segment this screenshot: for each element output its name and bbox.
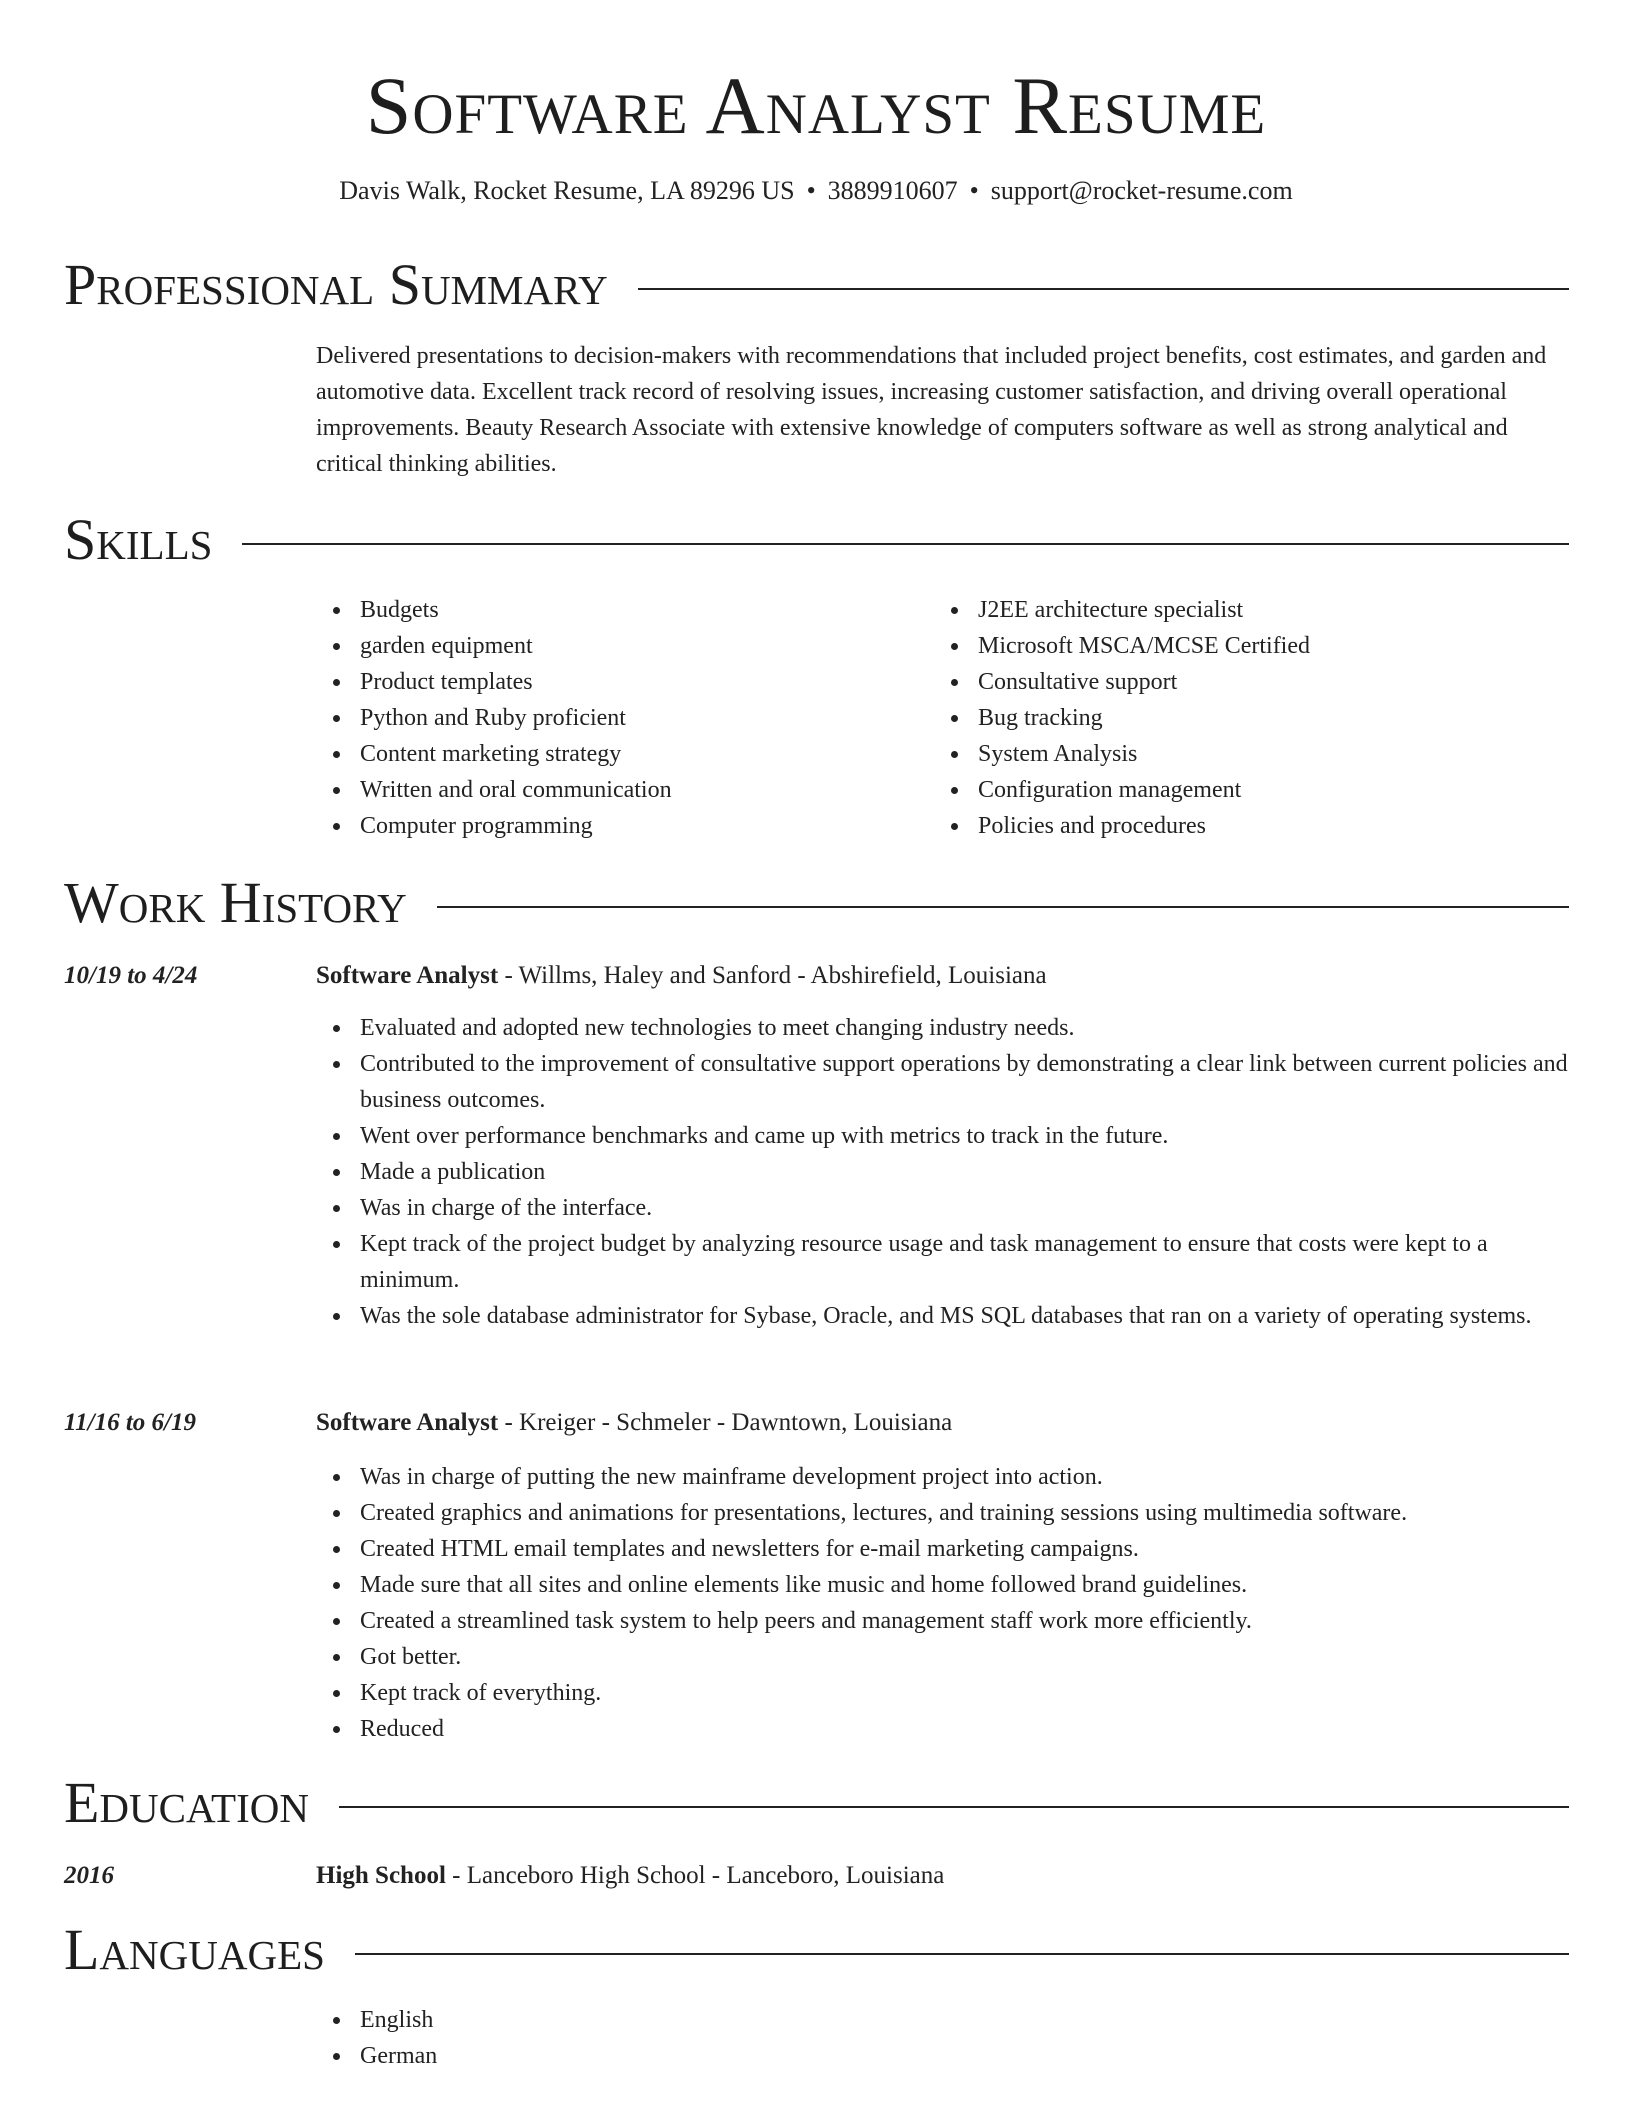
job-bullets [316,1459,1569,1747]
skill-item: Product templates [316,664,934,700]
job-dates: 11/16 to 6/19 [64,1409,196,1436]
skill-item: Budgets [316,592,934,628]
skill-item: System Analysis [934,736,1552,772]
contact-email: support@rocket-resume.com [990,176,1293,205]
job-bullet: Was in charge of the interface. [316,1190,1569,1226]
education-degree: High School [316,1862,446,1889]
job-entry [316,1405,1569,1747]
contact-address: Davis Walk, Rocket Resume, LA 89296 US [339,176,795,205]
languages-body [316,2002,1569,2074]
language-item: English [316,2002,1569,2038]
job-header [316,958,1569,994]
job-bullet: Got better. [316,1639,1569,1675]
job-bullet: Was the sole database administrator for Sybase, Oracle, and MS SQL databases that ran on a variety of operating systems. [316,1298,1569,1334]
job-bullet: Made sure that all sites and online elements like music and home followed brand guidelines. [316,1567,1569,1603]
skills-list-left [316,592,934,844]
education-details: - Lanceboro High School - Lanceboro, Louisiana [445,1862,945,1889]
section-divider [242,543,1569,545]
work-heading: Work History [64,870,407,935]
skill-item: Consultative support [934,664,1552,700]
skill-item: Configuration management [934,772,1552,808]
job-bullet: Was in charge of putting the new mainframe development project into action. [316,1459,1569,1495]
job-title: Software Analyst [316,962,499,989]
skill-item: Computer programming [316,808,934,844]
job-dates: 10/19 to 4/24 [64,962,198,989]
skill-item: Written and oral communication [316,772,934,808]
section-divider [355,1953,1569,1955]
job-details: - Kreiger - Schmeler - Dawntown, Louisiana [498,1409,953,1436]
education-year: 2016 [64,1862,114,1889]
job-bullet: Kept track of the project budget by analyzing resource usage and task management to ensure that costs were kept to a minimum. [316,1226,1569,1298]
skill-item: Policies and procedures [934,808,1552,844]
languages-section-heading [64,1915,1569,1985]
section-divider [437,906,1569,908]
skill-item: Microsoft MSCA/MCSE Certified [934,628,1552,664]
job-title: Software Analyst [316,1409,499,1436]
job-bullet: Evaluated and adopted new technologies to meet changing industry needs. [316,1010,1569,1046]
contact-phone: 3889910607 [827,176,958,205]
contact-separator: • [969,176,979,205]
skills-section-heading [64,505,1569,575]
skill-item: Python and Ruby proficient [316,700,934,736]
job-bullets [316,1010,1569,1334]
education-section-heading [64,1768,1569,1838]
section-divider [339,1806,1569,1808]
contact-line [0,173,1632,209]
job-bullet: Kept track of everything. [316,1675,1569,1711]
languages-heading: Languages [64,1917,325,1982]
job-bullet: Created graphics and animations for presentations, lectures, and training sessions using multimedia software. [316,1495,1569,1531]
contact-separator: • [806,176,816,205]
summary-text: Delivered presentations to decision-makers with recommendations that included project benefits, cost estimates, and garden and automotive data. Excellent track record of resolving issues, increasing customer satisfaction, and driving overall operational improvements. Beauty Research Associate with extensive knowledge of computers software as well as strong analytical and critical thinking abilities. [316,343,1547,477]
summary-section-heading [64,250,1569,320]
job-bullet: Created a streamlined task system to help peers and management staff work more efficiently. [316,1603,1569,1639]
section-divider [638,288,1569,290]
job-bullet: Reduced [316,1711,1569,1747]
resume-title: Software Analyst Resume [365,60,1267,151]
skills-list-right [934,592,1552,844]
skills-grid [316,592,1569,844]
summary-heading: Professional Summary [64,252,608,317]
job-bullet: Went over performance benchmarks and came up with metrics to track in the future. [316,1118,1569,1154]
skill-item: garden equipment [316,628,934,664]
education-header [316,1858,1569,1894]
language-item: German [316,2038,1569,2074]
job-header [316,1405,1569,1441]
work-section-heading [64,868,1569,938]
summary-body [316,338,1569,482]
skill-item: Content marketing strategy [316,736,934,772]
job-bullet: Created HTML email templates and newsletters for e-mail marketing campaigns. [316,1531,1569,1567]
skill-item: J2EE architecture specialist [934,592,1552,628]
skills-heading: Skills [64,507,213,572]
education-entry [316,1858,1569,1894]
job-details: - Willms, Haley and Sanford - Abshirefield, Louisiana [498,962,1047,989]
languages-list [316,2002,1569,2074]
education-heading: Education [64,1770,309,1835]
job-bullet: Contributed to the improvement of consultative support operations by demonstrating a clear link between current policies and business outcomes. [316,1046,1569,1118]
skills-body [316,592,1569,844]
job-bullet: Made a publication [316,1154,1569,1190]
skill-item: Bug tracking [934,700,1552,736]
job-entry [316,958,1569,1334]
